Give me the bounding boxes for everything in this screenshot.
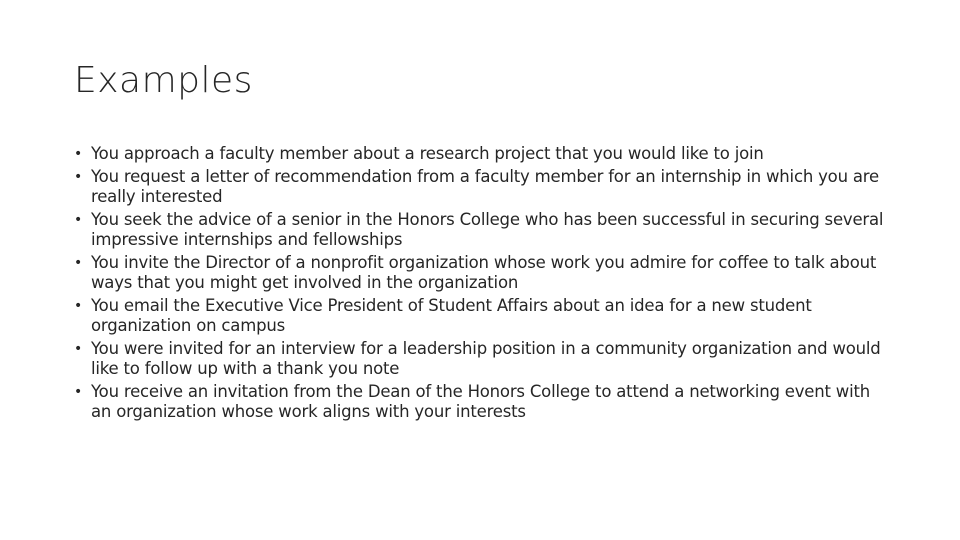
bullet-icon: • [74, 341, 83, 357]
bullet-text: You email the Executive Vice President of Student Affairs about an idea for a new student organization on campus [91, 296, 812, 335]
list-item [74, 382, 884, 422]
bullet-icon: • [74, 146, 83, 162]
list-item [74, 167, 884, 207]
bullet-text: You receive an invitation from the Dean of the Honors College to attend a networking event with an organization whose work aligns with your interests [91, 382, 871, 421]
bullet-text: You were invited for an interview for a leadership position in a community organization and would like to follow up with a thank you note [91, 339, 881, 378]
bullet-icon: • [74, 212, 83, 228]
bullet-icon: • [74, 255, 83, 271]
list-item [74, 144, 884, 164]
list-item [74, 253, 884, 293]
bullet-text: You seek the advice of a senior in the Honors College who has been successful in securing several impressive internships and fellowships [91, 210, 884, 249]
bullet-icon: • [74, 384, 83, 400]
bullet-list [74, 144, 884, 425]
bullet-text: You approach a faculty member about a research project that you would like to join [91, 144, 764, 163]
bullet-icon: • [74, 298, 83, 314]
list-item [74, 210, 884, 250]
list-item [74, 296, 884, 336]
list-item [74, 339, 884, 379]
bullet-text: You invite the Director of a nonprofit organization whose work you admire for coffee to talk about ways that you might get involved in the organization [91, 253, 877, 292]
bullet-text: You request a letter of recommendation from a faculty member for an internship in which you are really interested [91, 167, 879, 206]
slide-title: Examples [74, 60, 253, 101]
bullet-icon: • [74, 169, 83, 185]
